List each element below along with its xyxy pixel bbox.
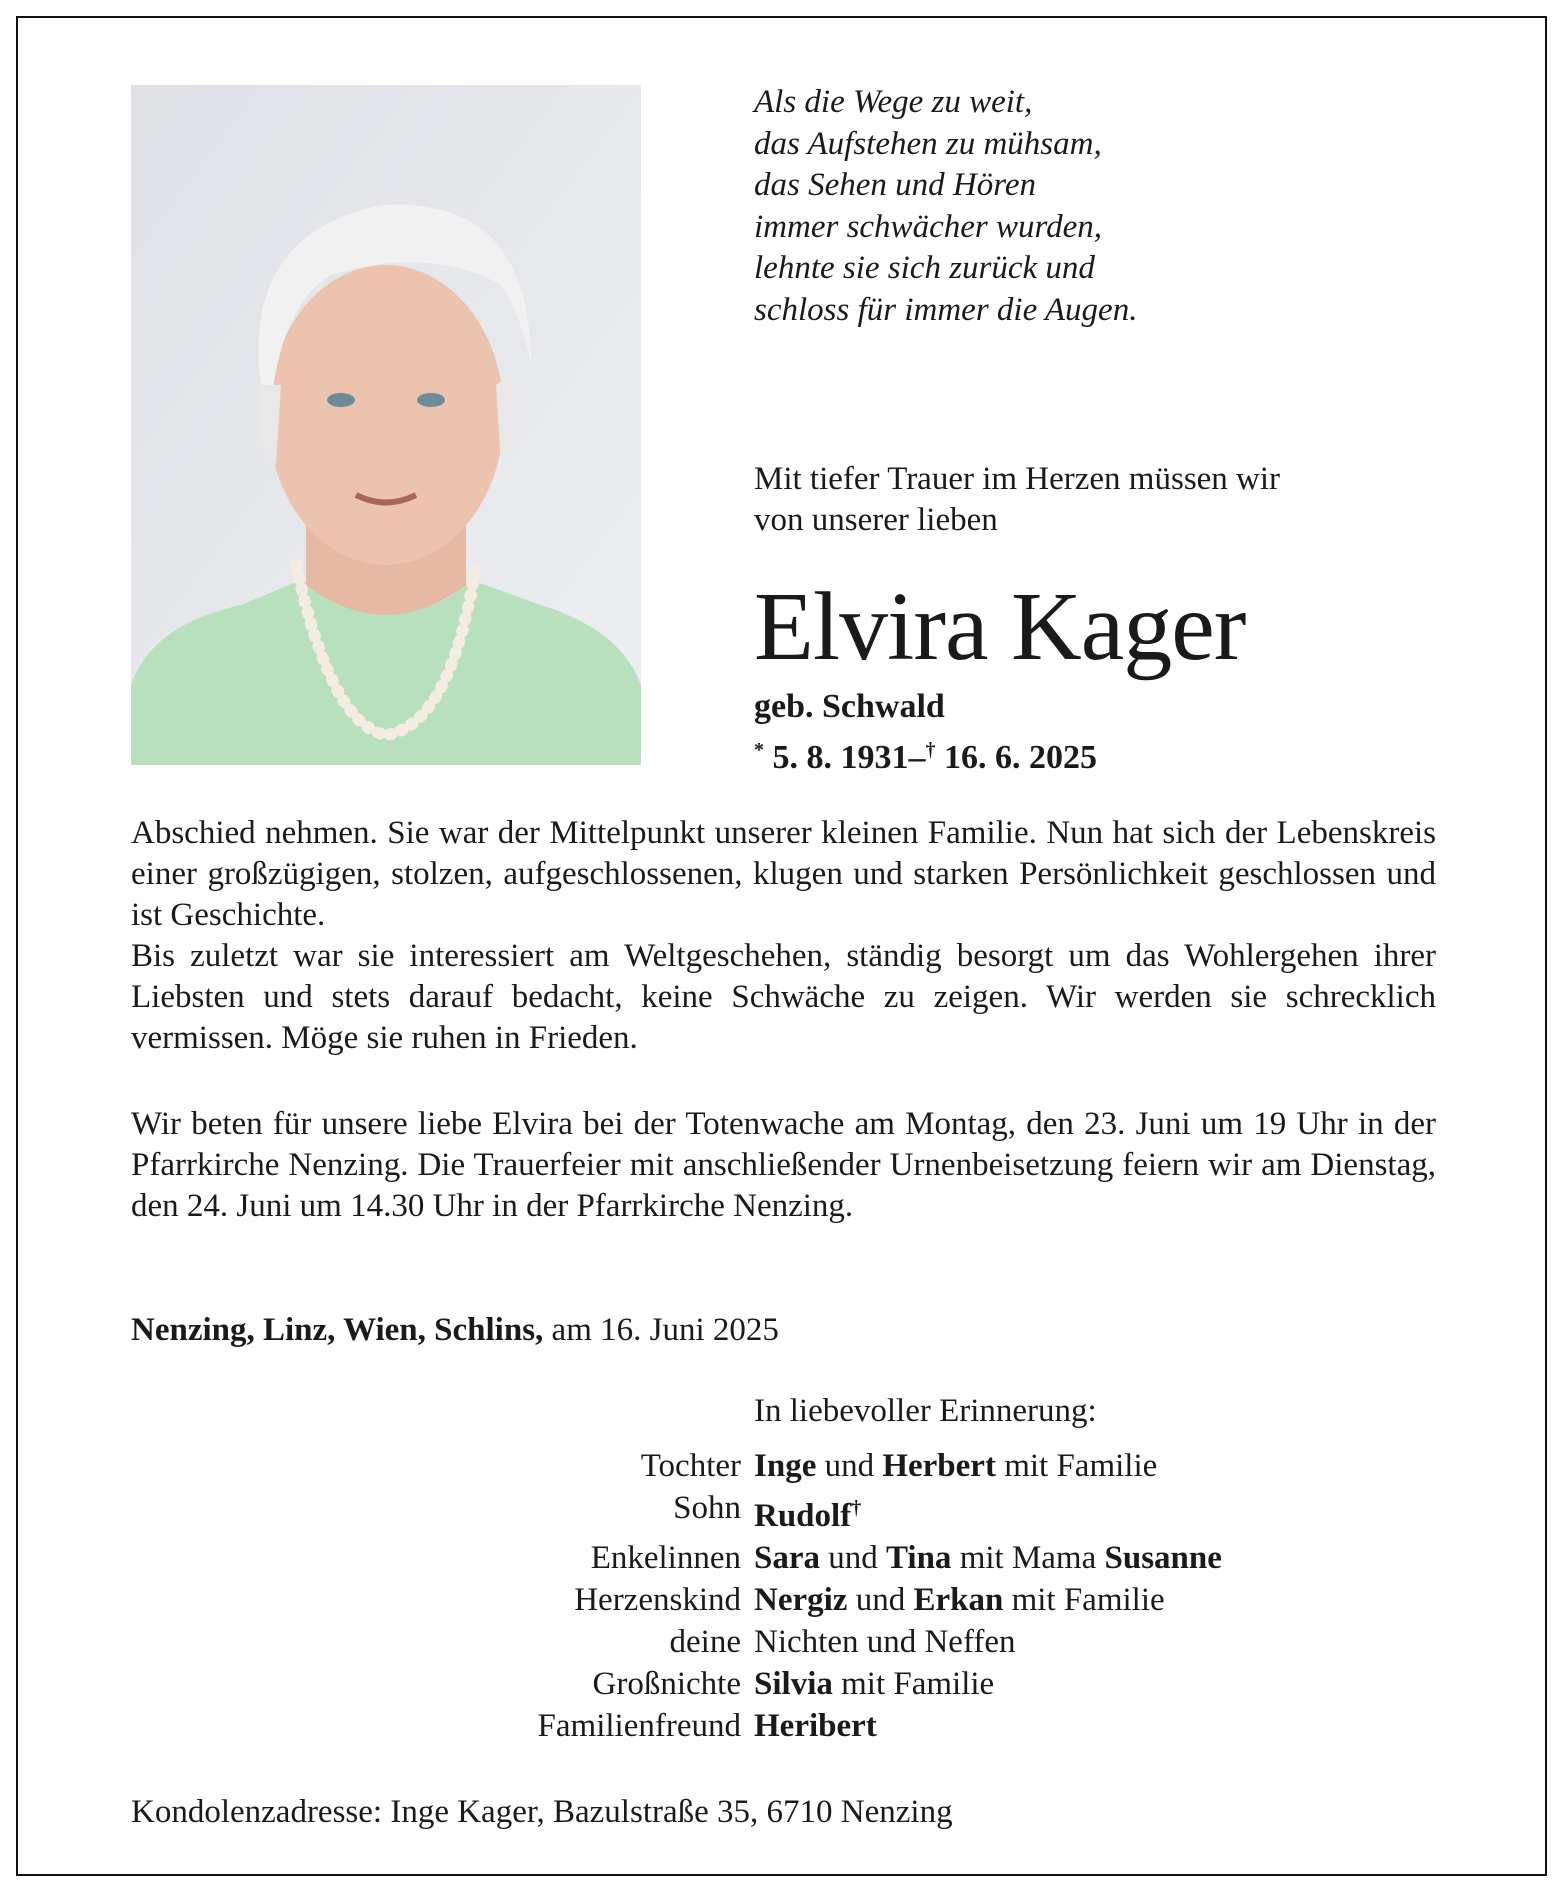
- person-name: Herbert: [882, 1448, 996, 1484]
- death-date: 16. 6. 2025: [944, 739, 1097, 776]
- relative-names: [754, 1537, 1222, 1579]
- text: mit Mama: [951, 1540, 1105, 1576]
- dash: –: [908, 739, 926, 776]
- relative-row: [131, 1663, 1222, 1705]
- text: Nichten und Neffen: [754, 1624, 1016, 1660]
- poem-line: lehnte sie sich zurück und: [754, 250, 1095, 286]
- deceased-name: Elvira Kager: [754, 573, 1246, 681]
- portrait-photo: [131, 85, 641, 765]
- poem: [754, 82, 1137, 331]
- person-name: Erkan: [913, 1582, 1004, 1618]
- relation-label: Enkelinnen: [590, 1540, 741, 1576]
- deceased-symbol: †: [851, 1497, 862, 1519]
- intro-text: [754, 459, 1280, 541]
- intro-line: Mit tiefer Trauer im Herzen müssen wir: [754, 461, 1281, 497]
- life-dates: [754, 730, 1097, 778]
- intro-line: von unserer lieben: [754, 502, 998, 538]
- relative-names: [754, 1487, 861, 1537]
- person-name: Rudolf: [754, 1498, 852, 1534]
- relation-label: Familienfreund: [537, 1708, 741, 1744]
- memory-heading: In liebevoller Erinnerung:: [754, 1393, 1097, 1429]
- relative-row: [131, 1579, 1222, 1621]
- person-name: Susanne: [1104, 1540, 1222, 1576]
- place-date: [131, 1310, 779, 1351]
- relation-label: Herzenskind: [574, 1582, 741, 1618]
- person-name: Tina: [886, 1540, 952, 1576]
- paragraph-text: Abschied nehmen. Sie war der Mittelpunkt unserer kleinen Familie. Nun hat sich der Lebenskreis einer großzügigen, stolzen, aufgeschlossenen, klugen und starken Persönlichkeit geschlossen und ist Geschichte.: [131, 815, 1436, 933]
- text: mit Familie: [1003, 1582, 1165, 1618]
- poem-line: schloss für immer die Augen.: [754, 291, 1138, 328]
- text: und: [820, 1540, 886, 1576]
- poem-line: das Sehen und Hören: [754, 167, 1036, 203]
- relative-row: [131, 1445, 1222, 1487]
- poem-line: Als die Wege zu weit,: [754, 84, 1033, 120]
- farewell-paragraph: [131, 813, 1436, 1059]
- poem-line: immer schwächer wurden,: [754, 208, 1102, 245]
- condolence-address: Kondolenzadresse: Inge Kager, Bazulstraße 35, 6710 Nenzing: [131, 1794, 953, 1830]
- text: mit Familie: [995, 1448, 1158, 1484]
- relative-row: [131, 1621, 1222, 1663]
- person-name: Inge: [754, 1448, 817, 1484]
- maiden-name: geb. Schwald: [754, 688, 945, 725]
- person-name: Nergiz: [754, 1582, 848, 1618]
- date: am 16. Juni 2025: [543, 1312, 779, 1348]
- relation-label: Sohn: [673, 1490, 741, 1526]
- relative-names: [754, 1705, 877, 1747]
- birth-symbol: *: [754, 739, 764, 761]
- person-name: Silvia: [754, 1666, 833, 1702]
- relation-label: deine: [669, 1624, 741, 1660]
- relative-names: [754, 1663, 994, 1705]
- birth-date: 5. 8. 1931: [772, 739, 909, 776]
- text: und: [816, 1448, 883, 1484]
- relative-row: [131, 1537, 1222, 1579]
- person-name: Sara: [754, 1540, 820, 1576]
- text: und: [847, 1582, 914, 1618]
- relative-row: [131, 1705, 1222, 1747]
- person-name: Heribert: [754, 1708, 877, 1744]
- relative-row: [131, 1487, 1222, 1537]
- relation-label: Großnichte: [592, 1666, 741, 1702]
- relative-names: [754, 1621, 1015, 1663]
- relative-names: [754, 1579, 1165, 1621]
- service-paragraph: Wir beten für unsere liebe Elvira bei der Totenwache am Montag, den 23. Juni um 19 Uhr in der Pfarrkirche Nenzing. Die Trauerfeier mit anschließender Urnenbeisetzung feiern wir am Dienstag, den 24. Juni um 14.30 Uhr in der Pfarrkirche Nenzing.: [131, 1106, 1436, 1224]
- paragraph-text: Bis zuletzt war sie interessiert am Weltgeschehen, ständig besorgt um das Wohlergehen ihrer Liebsten und stets darauf bedacht, keine Schwäche zu zeigen. Wir werden sie schrecklich vermissen. Möge sie ruhen in Frieden.: [131, 938, 1436, 1056]
- relation-label: Tochter: [640, 1448, 741, 1484]
- text: mit Familie: [832, 1666, 995, 1702]
- relative-names: [754, 1445, 1157, 1487]
- towns: Nenzing, Linz, Wien, Schlins,: [131, 1312, 544, 1348]
- relatives-list: [131, 1445, 1222, 1747]
- poem-line: das Aufstehen zu mühsam,: [754, 125, 1102, 162]
- death-symbol: †: [925, 739, 936, 761]
